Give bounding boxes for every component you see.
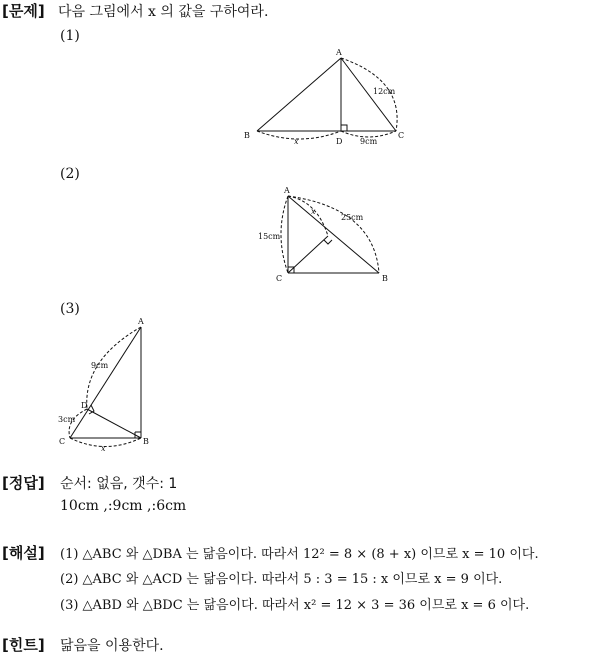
segment-ac [70,327,141,438]
length-ad: 9cm [91,361,109,370]
problem-text: 다음 그림에서 x 의 값을 구하여라. [58,4,269,20]
dim-arc-bd [257,131,341,139]
part-3-number: (3) [60,301,80,317]
figure-1 [240,45,410,150]
hint-text: 닮음을 이용한다. [60,638,164,654]
point-c: C [276,274,283,283]
segment-ab [257,58,341,131]
figure-2 [252,183,402,288]
point-b: B [244,131,250,140]
dim-arc-ac [281,196,288,273]
segment-ab [288,196,379,273]
point-c: C [398,131,405,140]
length-ac: 12cm [373,87,396,96]
dim-arc-ad [288,196,328,236]
solution-label: [해설] [2,544,45,562]
solution-line-3: (3) △ABD 와 △BDC 는 닮음이다. 따라서 x² = 12 × 3 = 36 이므로 x = 6 이다. [60,598,530,613]
segment-bd [87,409,141,438]
point-d: D [81,401,88,410]
length-ab: 25cm [341,213,364,222]
problem-label: [문제] [2,2,45,20]
point-c: C [59,437,66,446]
length-cb: x [101,444,106,453]
length-ac: 15cm [258,232,281,241]
point-d: D [336,137,343,146]
point-a: A [284,186,290,195]
part-2-number: (2) [60,166,80,182]
solution-line-2: (2) △ABC 와 △ACD 는 닮음이다. 따라서 5 : 3 = 15 : x 이므로 x = 9 이다. [60,572,503,587]
answer-label: [정답] [2,474,45,492]
solution-line-1: (1) △ABC 와 △DBA 는 닮음이다. 따라서 12² = 8 × (8 + x) 이므로 x = 10 이다. [60,547,539,562]
answer-line-1: 순서: 없음, 갯수: 1 [60,476,178,492]
part-1-number: (1) [60,28,80,44]
hint-label: [힌트] [2,636,45,654]
figure-3 [55,315,165,455]
length-dc: 9cm [360,137,378,146]
answer-line-2: 10cm ,:9cm ,:6cm [60,498,187,514]
right-angle-mark-d [341,125,347,131]
length-bd: x [294,137,299,146]
point-a: A [138,317,144,326]
point-b: B [382,274,388,283]
length-dc: 3cm [58,415,76,424]
point-b: B [143,437,149,446]
right-angle-mark-d [324,240,332,244]
length-ad: x [311,207,316,216]
point-a: A [336,48,342,57]
